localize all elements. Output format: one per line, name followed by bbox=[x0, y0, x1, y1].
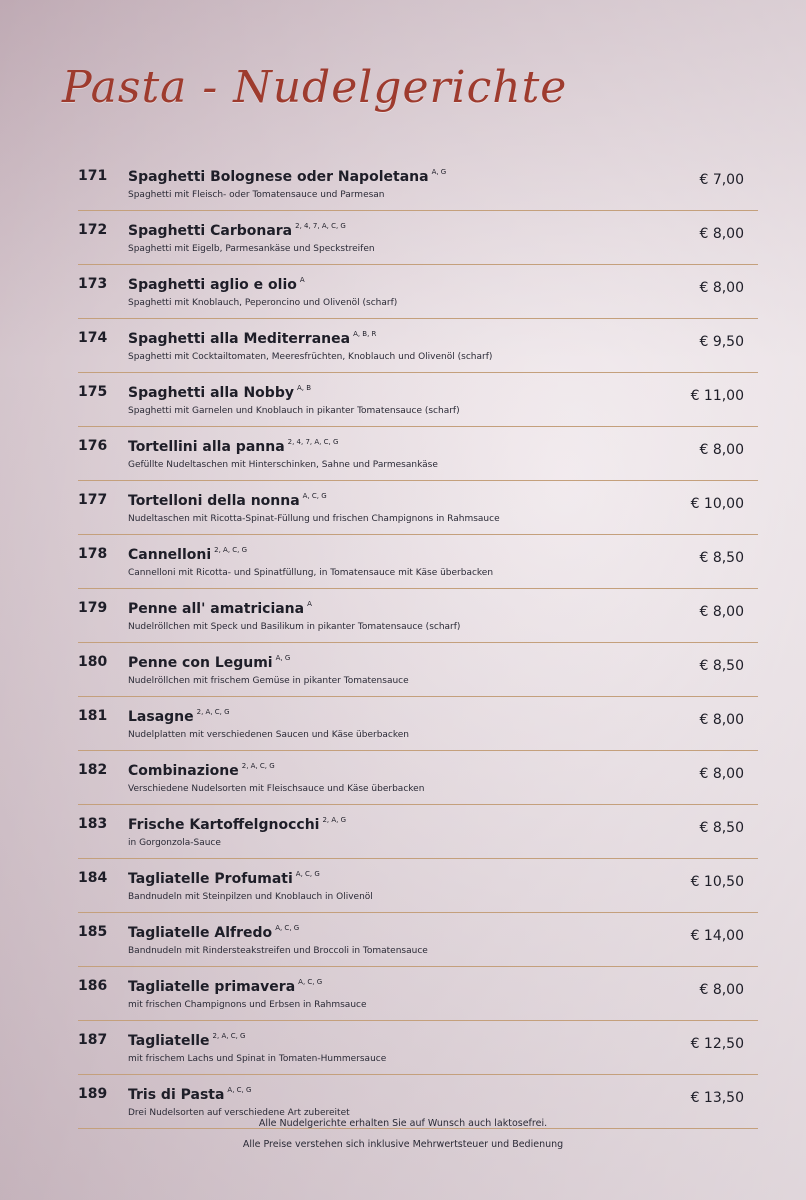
item-name-text: Spaghetti aglio e olio bbox=[128, 277, 297, 293]
item-price: € 8,00 bbox=[699, 604, 744, 620]
item-allergen-codes: A bbox=[299, 276, 305, 284]
item-name bbox=[128, 276, 305, 293]
menu-item bbox=[78, 432, 758, 481]
item-name-text: Spaghetti Carbonara bbox=[128, 223, 293, 239]
item-name-text: Tortellini alla panna bbox=[128, 439, 285, 455]
menu-item bbox=[78, 702, 758, 751]
item-price: € 10,00 bbox=[690, 496, 744, 512]
item-name bbox=[128, 168, 446, 185]
menu-item bbox=[78, 972, 758, 1021]
item-allergen-codes: A, C, G bbox=[302, 492, 327, 500]
item-description: mit frischem Lachs und Spinat in Tomaten-Hummersauce bbox=[128, 1054, 387, 1064]
item-name bbox=[128, 546, 247, 563]
item-price: € 8,00 bbox=[699, 712, 744, 728]
item-number: 186 bbox=[78, 978, 108, 994]
item-name-text: Tortelloni della nonna bbox=[128, 493, 300, 509]
item-name bbox=[128, 978, 322, 995]
item-name-text: Spaghetti Bolognese oder Napoletana bbox=[128, 169, 429, 185]
item-name-text: Tagliatelle Alfredo bbox=[128, 925, 273, 941]
menu-item bbox=[78, 216, 758, 265]
item-name-text: Tagliatelle bbox=[128, 1033, 210, 1049]
item-number: 187 bbox=[78, 1032, 108, 1048]
menu-item bbox=[78, 594, 758, 643]
item-number: 180 bbox=[78, 654, 108, 670]
item-price: € 9,50 bbox=[699, 334, 744, 350]
item-allergen-codes: A, B, R bbox=[353, 330, 377, 338]
footnote-prices: Alle Preise verstehen sich inklusive Mehrwertsteuer und Bedienung bbox=[242, 1139, 564, 1150]
item-name bbox=[128, 330, 376, 347]
footnotes bbox=[0, 1118, 806, 1160]
item-allergen-codes: 2, A, C, G bbox=[196, 708, 230, 716]
item-allergen-codes: 2, A, C, G bbox=[214, 546, 248, 554]
item-price: € 8,00 bbox=[699, 226, 744, 242]
item-name bbox=[128, 438, 338, 455]
item-description: Spaghetti mit Garnelen und Knoblauch in pikanter Tomatensauce (scharf) bbox=[128, 406, 460, 416]
item-allergen-codes: A, G bbox=[431, 168, 447, 176]
item-description: Gefüllte Nudeltaschen mit Hinterschinken, Sahne und Parmesankäse bbox=[128, 460, 438, 470]
menu-item bbox=[78, 540, 758, 589]
menu-item bbox=[78, 270, 758, 319]
item-allergen-codes: A, G bbox=[275, 654, 291, 662]
item-allergen-codes: 2, A, G bbox=[322, 816, 347, 824]
item-allergen-codes: 2, 4, 7, A, C, G bbox=[287, 438, 339, 446]
item-description: Spaghetti mit Fleisch- oder Tomatensauce und Parmesan bbox=[128, 190, 385, 200]
item-description: Verschiedene Nudelsorten mit Fleischsauce und Käse überbacken bbox=[128, 784, 425, 794]
item-price: € 8,50 bbox=[699, 658, 744, 674]
item-price: € 8,50 bbox=[699, 550, 744, 566]
item-description: mit frischen Champignons und Erbsen in Rahmsauce bbox=[128, 1000, 367, 1010]
item-name-text: Spaghetti alla Nobby bbox=[128, 385, 294, 401]
menu-title: Pasta - Nudelgerichte bbox=[62, 62, 568, 113]
item-description: Spaghetti mit Eigelb, Parmesankäse und Speckstreifen bbox=[128, 244, 375, 254]
item-name bbox=[128, 1032, 245, 1049]
item-number: 175 bbox=[78, 384, 108, 400]
menu-item bbox=[78, 486, 758, 535]
menu-item bbox=[78, 1026, 758, 1075]
item-number: 178 bbox=[78, 546, 108, 562]
item-name-text: Lasagne bbox=[128, 709, 194, 725]
item-description: Bandnudeln mit Rindersteakstreifen und Broccoli in Tomatensauce bbox=[128, 946, 428, 956]
item-allergen-codes: A, C, G bbox=[295, 870, 320, 878]
item-name bbox=[128, 654, 290, 671]
menu-list bbox=[78, 162, 758, 1134]
item-price: € 8,00 bbox=[699, 280, 744, 296]
item-name-text: Penne con Legumi bbox=[128, 655, 273, 671]
item-number: 185 bbox=[78, 924, 108, 940]
item-allergen-codes: A, B bbox=[296, 384, 312, 392]
item-allergen-codes: 2, 4, 7, A, C, G bbox=[295, 222, 346, 230]
item-name-text: Tris di Pasta bbox=[128, 1087, 225, 1103]
item-price: € 11,00 bbox=[690, 388, 744, 404]
item-description: Nudelplatten mit verschiedenen Saucen und Käse überbacken bbox=[128, 730, 410, 740]
item-name bbox=[128, 762, 275, 779]
item-name bbox=[128, 924, 299, 941]
item-number: 183 bbox=[78, 816, 108, 832]
item-allergen-codes: A bbox=[307, 600, 312, 608]
item-number: 176 bbox=[78, 438, 108, 454]
menu-item bbox=[78, 378, 758, 427]
item-name-text: Tagliatelle primavera bbox=[128, 979, 296, 995]
item-number: 184 bbox=[78, 870, 108, 886]
item-price: € 10,50 bbox=[690, 874, 744, 890]
item-number: 182 bbox=[78, 762, 108, 778]
menu-item bbox=[78, 648, 758, 697]
item-number: 171 bbox=[78, 168, 108, 184]
menu-item bbox=[78, 162, 758, 211]
item-name bbox=[128, 222, 346, 239]
item-name bbox=[128, 384, 311, 401]
item-name-text: Tagliatelle Profumati bbox=[128, 871, 293, 887]
item-number: 172 bbox=[78, 222, 108, 238]
item-price: € 8,50 bbox=[699, 820, 744, 836]
footnote-lactose: Alle Nudelgerichte erhalten Sie auf Wunsch auch laktosefrei. bbox=[258, 1118, 548, 1129]
item-allergen-codes: 2, A, C, G bbox=[212, 1032, 246, 1040]
menu-item bbox=[78, 918, 758, 967]
item-name-text: Penne all' amatriciana bbox=[128, 601, 305, 617]
item-description: Nudelröllchen mit Speck und Basilikum in pikanter Tomatensauce (scharf) bbox=[128, 622, 461, 632]
item-price: € 7,00 bbox=[699, 172, 744, 188]
item-number: 181 bbox=[78, 708, 108, 724]
item-name bbox=[128, 600, 312, 617]
item-name-text: Combinazione bbox=[128, 763, 239, 779]
item-price: € 12,50 bbox=[690, 1036, 744, 1052]
menu-item bbox=[78, 864, 758, 913]
item-allergen-codes: A, C, G bbox=[227, 1086, 252, 1094]
item-number: 174 bbox=[78, 330, 108, 346]
item-name-text: Cannelloni bbox=[128, 547, 212, 563]
item-number: 173 bbox=[78, 276, 108, 292]
item-name bbox=[128, 816, 346, 833]
item-description: Spaghetti mit Cocktailtomaten, Meeresfrüchten, Knoblauch und Olivenöl (scharf) bbox=[128, 352, 493, 362]
item-name bbox=[128, 492, 327, 509]
item-price: € 8,00 bbox=[699, 442, 744, 458]
item-price: € 8,00 bbox=[699, 982, 744, 998]
item-name bbox=[128, 708, 230, 725]
item-price: € 8,00 bbox=[699, 766, 744, 782]
item-description: in Gorgonzola-Sauce bbox=[128, 838, 221, 848]
item-description: Bandnudeln mit Steinpilzen und Knoblauch in Olivenöl bbox=[128, 892, 373, 902]
item-name bbox=[128, 1086, 251, 1103]
item-number: 177 bbox=[78, 492, 108, 508]
item-name-text: Spaghetti alla Mediterranea bbox=[128, 331, 351, 347]
item-allergen-codes: 2, A, C, G bbox=[241, 762, 275, 770]
item-price: € 13,50 bbox=[690, 1090, 744, 1106]
item-name bbox=[128, 870, 320, 887]
menu-item bbox=[78, 756, 758, 805]
item-number: 179 bbox=[78, 600, 108, 616]
item-description: Drei Nudelsorten auf verschiedene Art zubereitet bbox=[128, 1108, 350, 1118]
item-price: € 14,00 bbox=[690, 928, 744, 944]
item-description: Spaghetti mit Knoblauch, Peperoncino und Olivenöl (scharf) bbox=[128, 298, 398, 308]
item-description: Cannelloni mit Ricotta- und Spinatfüllung, in Tomatensauce mit Käse überbacken bbox=[128, 568, 494, 578]
menu-item bbox=[78, 810, 758, 859]
item-allergen-codes: A, C, G bbox=[298, 978, 323, 986]
item-description: Nudelröllchen mit frischem Gemüse in pikanter Tomatensauce bbox=[128, 676, 409, 686]
item-number: 189 bbox=[78, 1086, 108, 1102]
item-name-text: Frische Kartoffelgnocchi bbox=[128, 817, 320, 833]
item-description: Nudeltaschen mit Ricotta-Spinat-Füllung und frischen Champignons in Rahmsauce bbox=[128, 514, 500, 524]
item-allergen-codes: A, C, G bbox=[275, 924, 300, 932]
menu-item bbox=[78, 324, 758, 373]
